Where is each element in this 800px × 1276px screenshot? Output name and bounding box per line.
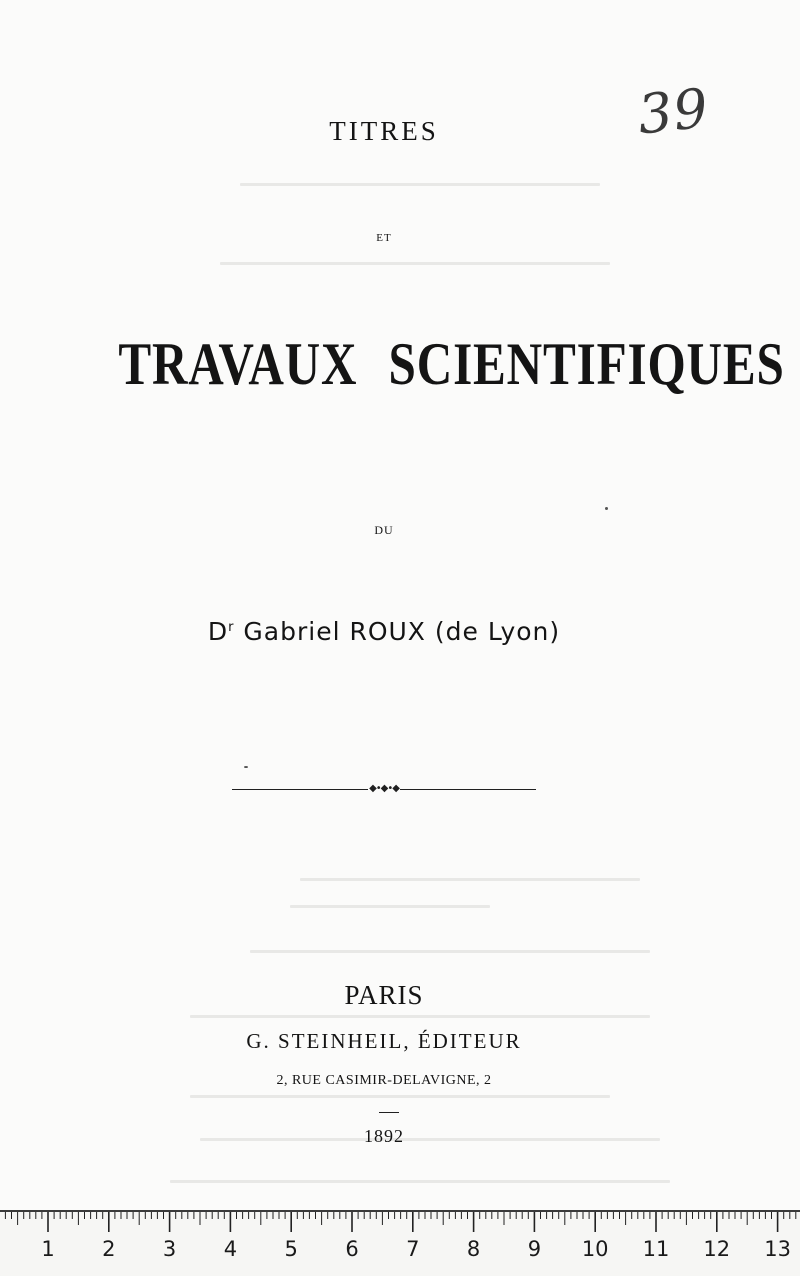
imprint-dash: [379, 1112, 399, 1113]
show-through-line: [190, 1095, 610, 1098]
imprint-address: 2, RUE CASIMIR-DELAVIGNE, 2: [276, 1073, 492, 1088]
show-through-line: [190, 1015, 650, 1018]
author-line: [0, 617, 768, 646]
handwritten-page-number: 39: [634, 76, 712, 147]
paper-speck: [244, 766, 248, 768]
ruler-label: 8: [466, 1237, 481, 1261]
ruler-label: 9: [527, 1237, 542, 1261]
author-prefix-superscript: r: [228, 620, 235, 635]
paper-speck: [605, 507, 608, 510]
show-through-line: [170, 1180, 670, 1183]
main-title: TRAVAUX SCIENTIFIQUES: [118, 331, 785, 397]
ruler-label: 10: [581, 1237, 609, 1261]
ruler-label: 4: [223, 1237, 238, 1261]
imprint-publisher: G. STEINHEIL, ÉDITEUR: [246, 1029, 522, 1053]
decorative-rule-left: [232, 789, 368, 790]
ruler-label: 11: [642, 1237, 670, 1261]
show-through-line: [220, 262, 610, 265]
ruler-label: 6: [345, 1237, 359, 1261]
title-line-titres: TITRES: [329, 116, 439, 146]
decorative-rule-right: [400, 789, 536, 790]
ruler-label: 3: [162, 1237, 177, 1261]
author-name: Gabriel ROUX (de Lyon): [243, 617, 561, 646]
title-conjunction: ET: [376, 232, 392, 244]
rule-ornament-icon: ◆•◆•◆: [369, 783, 399, 794]
show-through-line: [240, 183, 600, 186]
imprint-year: 1892: [364, 1126, 404, 1146]
show-through-line: [300, 878, 640, 881]
ruler-label: 12: [703, 1237, 731, 1261]
title-preposition: DU: [374, 523, 394, 537]
show-through-line: [250, 950, 650, 953]
ruler-label: 2: [102, 1237, 116, 1261]
show-through-line: [290, 905, 490, 908]
ruler-label: 5: [284, 1237, 298, 1261]
author-prefix: D: [207, 617, 229, 646]
ruler-label: 1: [41, 1237, 55, 1261]
ruler-label: 7: [406, 1237, 420, 1261]
imprint-city: PARIS: [344, 980, 424, 1010]
ruler-label: 13: [764, 1237, 791, 1261]
